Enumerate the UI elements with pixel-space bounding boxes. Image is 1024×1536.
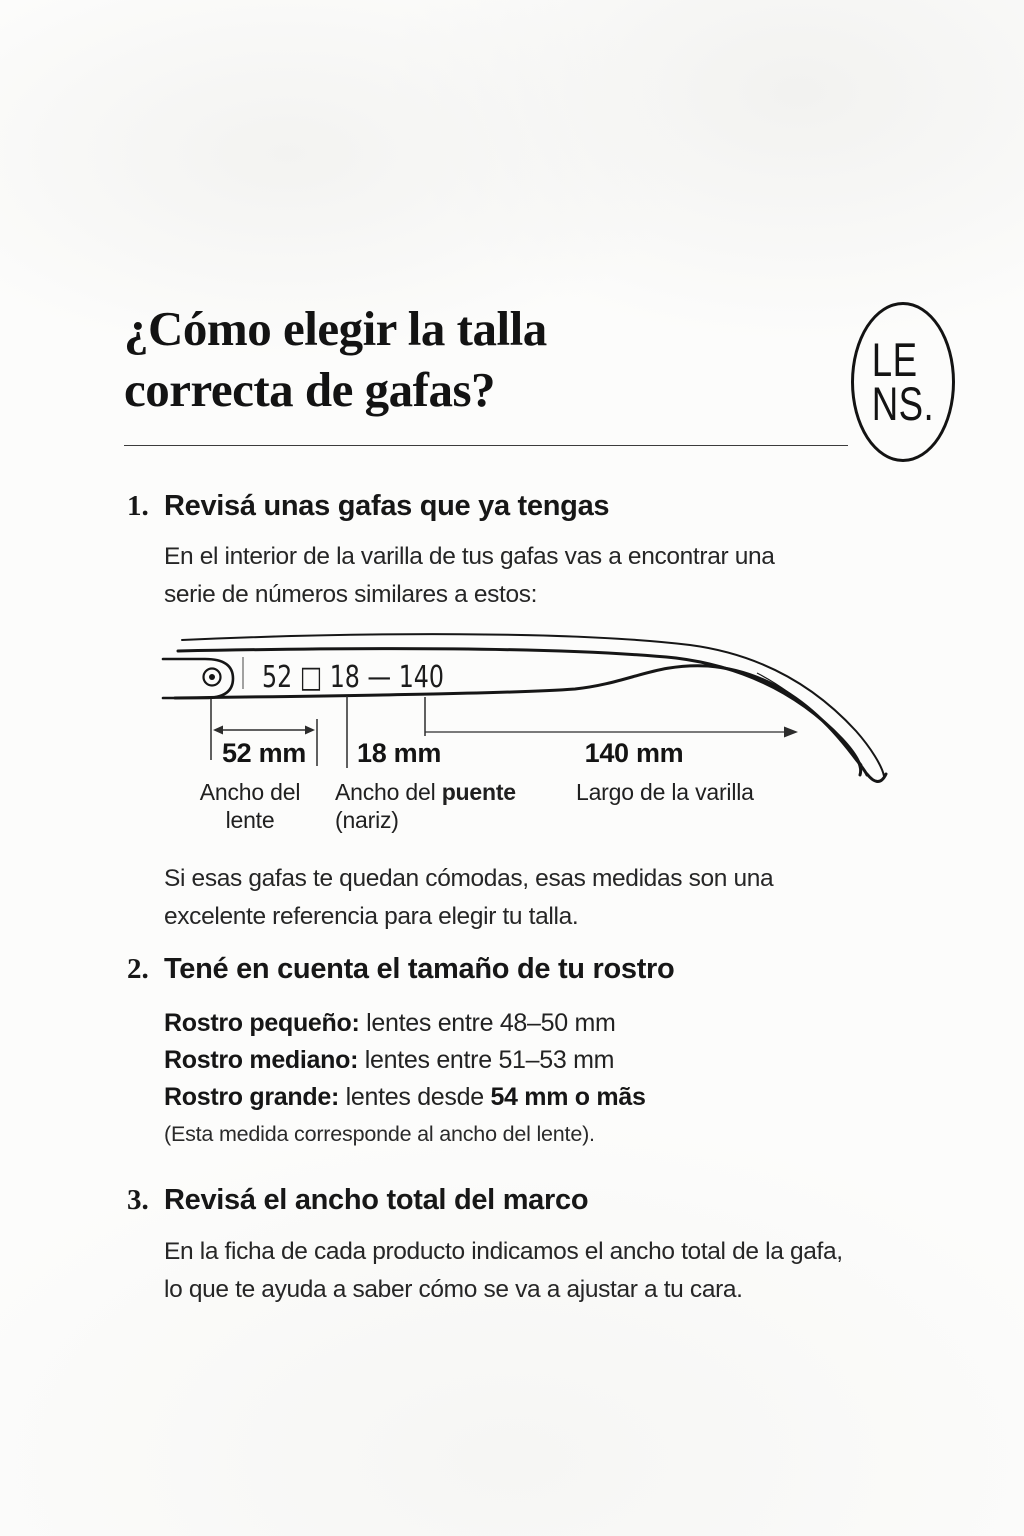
engraving-text: 52 □ 18 — 140 (262, 660, 444, 695)
section1-body-line2: serie de números similares a estos: (164, 580, 538, 608)
section2-heading (127, 952, 674, 986)
section3-body-line2: lo que te ayuda a saber cómo se va a ajustar a tu cara. (164, 1275, 743, 1303)
header-divider (124, 445, 848, 446)
face-size-item-large-text: lentes desde (338, 1083, 491, 1111)
hinge-end-cap (163, 659, 233, 698)
section3-heading (127, 1183, 588, 1217)
bridge-width-caption (335, 778, 516, 834)
face-size-item-large (164, 1079, 646, 1116)
section3-number: 3. (127, 1184, 149, 1216)
lens-width-value: 52 mm (221, 738, 307, 768)
face-size-item-medium (164, 1042, 646, 1079)
section1-note-line2: excelente referencia para elegir tu talla. (164, 902, 579, 930)
face-size-item-small-text: lentes entre 48–50 mm (359, 1009, 616, 1037)
page-title-line1: ¿Cómo elegir la talla (124, 301, 547, 356)
section3-heading-text: Revisá el ancho total del marco (164, 1184, 589, 1216)
temple-length-caption: Largo de la varilla (576, 779, 754, 805)
page-title-line2: correcta de gafas? (124, 362, 496, 417)
bridge-caption-prefix: Ancho del (335, 779, 442, 805)
lens-logo-text (871, 333, 935, 430)
section1-heading-text: Revisá unas gafas que ya tengas (164, 490, 610, 522)
lens-width-caption (180, 778, 320, 834)
face-size-item-large-bold-tail: 54 mm o mãs (490, 1083, 646, 1111)
face-size-item-medium-label: Rostro mediano: (164, 1046, 359, 1074)
bridge-caption-bold: puente (441, 779, 516, 805)
lens-width-caption-line1: Ancho del (199, 779, 301, 805)
temple-dim-arrowhead (784, 727, 798, 738)
face-size-list (164, 1005, 646, 1116)
bridge-width-caption-line2: (nariz) (335, 807, 399, 833)
temple-length-value: 140 mm (584, 738, 684, 768)
face-size-item-small (164, 1005, 646, 1042)
lens-dim-arrowhead-right (305, 726, 315, 735)
section2-heading-text: Tené en cuenta el tamaño de tu rostro (164, 953, 675, 985)
lens-logo-line2: NS. (871, 377, 935, 430)
section1-note-line1: Si esas gafas te quedan cómodas, esas medidas son una (164, 865, 774, 892)
section1-note (164, 860, 773, 935)
bridge-width-caption-line1 (335, 778, 516, 806)
glasses-temple-diagram (0, 615, 1024, 853)
lens-dim-arrowhead-left (213, 726, 223, 735)
section2-note: (Esta medida corresponde al ancho del lente). (164, 1122, 595, 1146)
hinge-screw-center (209, 674, 215, 680)
face-size-item-medium-text: lentes entre 51–53 mm (358, 1046, 615, 1074)
section1-body-line1: En el interior de la varilla de tus gafas vas a encontrar una (164, 543, 775, 570)
section1-number: 1. (127, 490, 149, 522)
lens-logo-line1: LE (871, 333, 918, 386)
section1-heading (127, 489, 609, 523)
page-title (124, 298, 547, 420)
face-size-item-large-label: Rostro grande: (164, 1083, 339, 1111)
section3-body (164, 1233, 843, 1308)
lens-width-caption-line2: lente (225, 807, 275, 833)
section3-body-line1: En la ficha de cada producto indicamos el ancho total de la gafa, (164, 1238, 843, 1265)
section2-number: 2. (127, 953, 149, 985)
bridge-width-value: 18 mm (357, 738, 442, 768)
lens-logo (851, 302, 955, 462)
section1-body (164, 538, 775, 613)
face-size-item-small-label: Rostro pequeño: (164, 1009, 360, 1037)
